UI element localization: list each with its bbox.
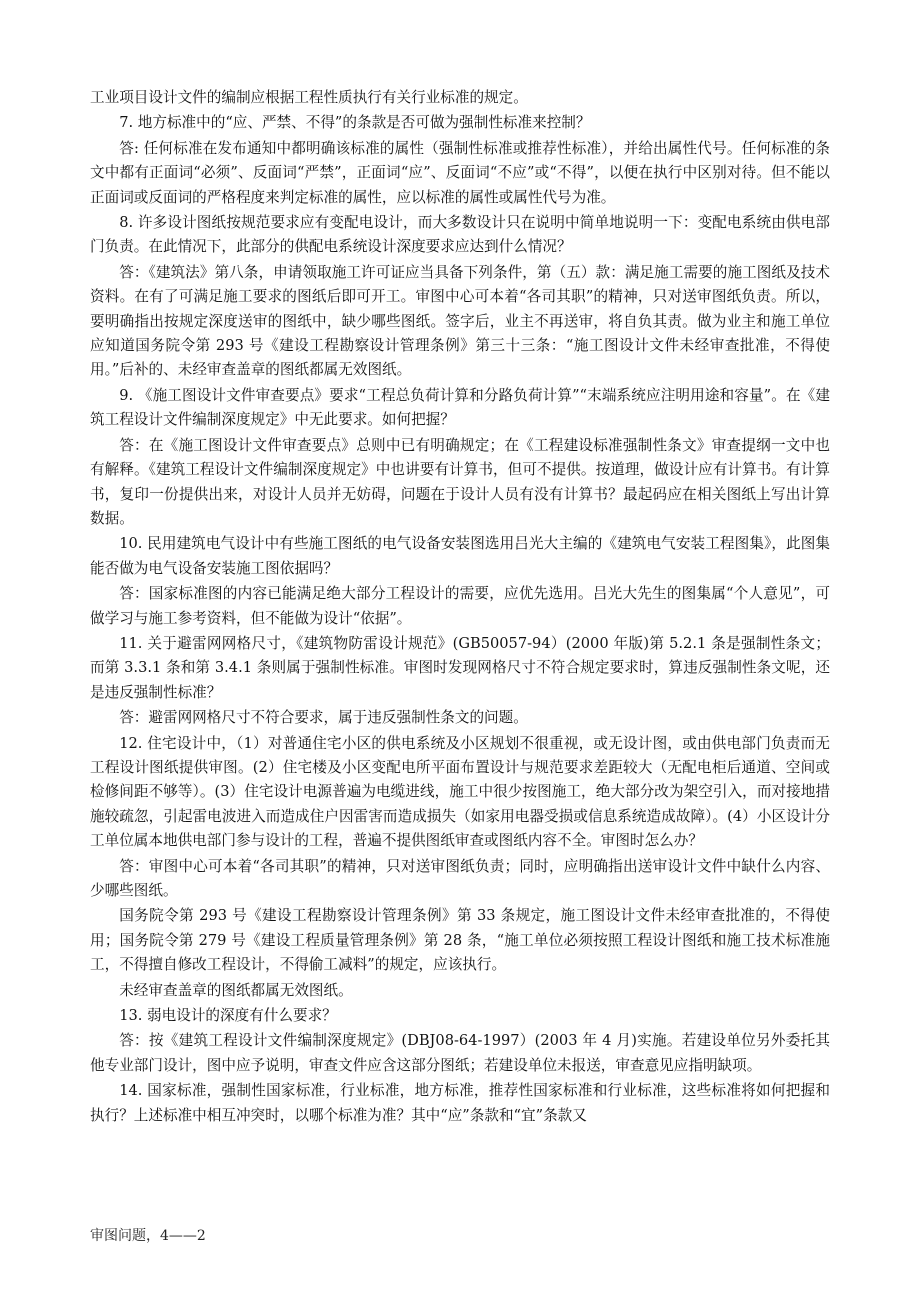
question-8: 8. 许多设计图纸按规范要求应有变配电设计，而大多数设计只在说明中简单地说明一下：变配电系统由供电部门负责。在此情况下，此部分的供配电系统设计深度要求应达到什么情况？ (90, 214, 830, 256)
paragraph-continuation: 工业项目设计文件的编制应根据工程性质执行有关行业标准的规定。 (90, 89, 528, 106)
answer-12-conclusion: 未经审查盖章的图纸都属无效图纸。 (119, 981, 353, 999)
question-10: 10. 民用建筑电气设计中有些施工图纸的电气设备安装图选用吕光大主编的《建筑电气安装工程图集》，此图集能否做为电气设备安装施工图依据吗？ (90, 535, 830, 577)
answer-10: 答：国家标准图的内容已能满足绝大部分工程设计的需要，应优先选用。吕光大先生的图集属“个人意见”，可做学习与施工参考资料，但不能做为设计“依据”。 (90, 585, 830, 627)
answer-11: 答：避雷网网格尺寸不符合要求，属于违反强制性条文的问题。 (119, 709, 528, 727)
question-11: 11. 关于避雷网网格尺寸，《建筑物防雷设计规范》(GB50057-94）(2000 年版)第 5.2.1 条是强制性条文；而第 3.3.1 条和第 3.4.1 条则属于强制性标准。审图时发现网格尺寸不符合规定要求时，算违反强制性条文呢，还是违反强制性标准？ (90, 634, 830, 701)
question-7: 7. 地方标准中的“应、严禁、不得”的条款是否可做为强制性标准来控制？ (119, 114, 591, 132)
answer-12: 答：审图中心可本着“各司其职”的精神，只对送审图纸负责；同时，应明确指出送审设计文件中缺什么内容、少哪些图纸。 (90, 857, 830, 899)
answer-8: 答：《建筑法》第八条，申请领取施工许可证应当具备下列条件，第（五）款：满足施工需要的施工图纸及技术资料。在有了可满足施工要求的图纸后即可开工。审图中心可本着“各司其职”的精神，只对送审图纸负责。所以，要明确指出按规定深度送审的图纸中，缺少哪些图纸。签字后，业主不再送审，将自负其责。做为业主和施工单位应知道国务院令第 293 号《建设工程勘察设计管理条例》第三十三条：“施工图设计文件未经审查批准，不得使用。”后补的、未经审查盖章的图纸都属无效图纸。 (90, 263, 830, 379)
question-13: 13. 弱电设计的深度有什么要求？ (119, 1007, 337, 1025)
question-14: 14. 国家标准，强制性国家标准，行业标准，地方标准，推荐性国家标准和行业标准，这些标准将如何把握和执行？上述标准中相互冲突时，以哪个标准为准？其中“应”条款和“宜”条款又 (90, 1082, 830, 1124)
question-9: 9. 《施工图设计文件审查要点》要求“工程总负荷计算和分路负荷计算”“末端系统应注明用途和容量”。在《建筑工程设计文件编制深度规定》中无此要求。如何把握？ (90, 386, 830, 429)
answer-13: 答：按《建筑工程设计文件编制深度规定》(DBJ08-64-1997）(2003 年 4 月)实施。若建设单位另外委托其他专业部门设计，图中应予说明，审查文件应含这部分图纸；若建设单位未报送，审查意见应指明缺项。 (90, 1032, 830, 1074)
page-footer: 审图问题，4——2 (90, 1228, 206, 1244)
document-body (90, 86, 830, 1129)
question-12: 12. 住宅设计中，（1）对普通住宅小区的供电系统及小区规划不很重视，或无设计图，或由供电部门负责而无工程设计图纸提供审图。(2）住宅楼及小区变配电所平面布置设计与规范要求差距较大（无配电柜后通道、空间或检修间距不够等）。(3）住宅设计电源普遍为电缆进线，施工中很少按图施工，绝大部分改为架空引入，而对接地措施较疏忽，引起雷电波进入而造成住户因雷害而造成损失（如家用电器受损或信息系统造成故障）。(4）小区设计分工单位属本地供电部门参与设计的工程，普遍不提供图纸审查或图纸内容不全。审图时怎么办？ (90, 734, 830, 850)
answer-7: 答: 任何标准在发布通知中都明确该标准的属性（强制性标准或推荐性标准），并给出属性代号。任何标准的条文中都有正面词“必须”、反面词“严禁”，正面词“应”、反面词“不应”或“不得”，以便在执行中区别对待。但不能以正面词或反面词的严格程度来判定标准的属性，应以标准的属性或属性代号为准。 (90, 139, 830, 206)
answer-12-regulation: 国务院令第 293 号《建设工程勘察设计管理条例》第 33 条规定，施工图设计文件未经审查批准的，不得使用；国务院令第 279 号《建设工程质量管理条例》第 28 条，“施工单位必须按照工程设计图纸和施工技术标准施工，不得擅自修改工程设计，不得偷工减料”的规定，应该执行。 (90, 907, 830, 974)
answer-9: 答：在《施工图设计文件审查要点》总则中已有明确规定；在《工程建设标准强制性条文》审查提纲一文中也有解释。《建筑工程设计文件编制深度规定》中也讲要有计算书，但可不提供。按道理，做设计应有计算书。有计算书，复印一份提供出来，对设计人员并无妨碍，问题在于设计人员有没有计算书？最起码应在相关图纸上写出计算数据。 (90, 436, 830, 527)
